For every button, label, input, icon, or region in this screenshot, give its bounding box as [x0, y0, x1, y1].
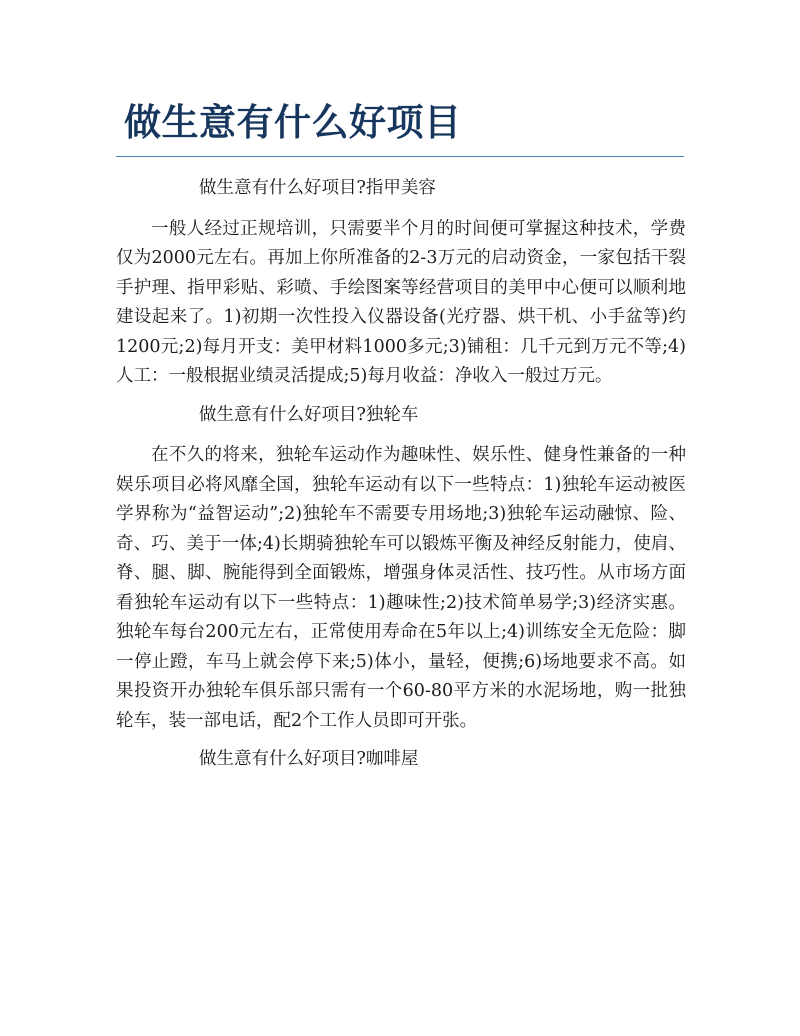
document-title: 做生意有什么好项目 [124, 101, 462, 144]
section-heading-coffee-house: 做生意有什么好项目?咖啡屋 [199, 749, 419, 769]
paragraph-unicycle: 在不久的将来，独轮车运动作为趣味性、娱乐性、健身性兼备的一种娱乐项目必将风靡全国，独轮车运动有以下一些特点：1)独轮车运动被医学界称为“益智运动”;2)独轮车不需要专用场地;3)独轮车运动融惊、险、奇、巧、美于一体;4)长期骑独轮车可以锻炼平衡及神经反射能力，使肩、脊、腿、脚、腕能得到全面锻炼，增强身体灵活性、技巧性。从市场方面看独轮车运动有以下一些特点：1)趣味性;2)技术简单易学;3)经济实惠。独轮车每台200元左右，正常使用寿命在5年以上;4)训练安全无危险：脚一停止蹬，车马上就会停下来;5)体小，量轻，便携;6)场地要求不高。如果投资开办独轮车俱乐部只需有一个60-80平方米的水泥场地，购一批独轮车，装一部电话，配2个工作人员即可开张。 [116, 445, 686, 731]
paragraph-nail-beauty: 一般人经过正规培训，只需要半个月的时间便可掌握这种技术，学费仅为2000元左右。再加上你所准备的2-3万元的启动资金，一家包括干裂手护理、指甲彩贴、彩喷、手绘图案等经营项目的美甲中心便可以顺利地建设起来了。1)初期一次性投入仪器设备(光疗器、烘干机、小手盆等)约1200元;2)每月开支：美甲材料1000多元;3)铺租：几千元到万元不等;4)人工：一般根据业绩灵活提成;5)每月收益：净收入一般过万元。 [116, 218, 686, 386]
section-heading-unicycle: 做生意有什么好项目?独轮车 [199, 404, 419, 425]
document-body [116, 174, 686, 786]
section-heading-nail-beauty: 做生意有什么好项目?指甲美容 [199, 178, 436, 198]
title-divider [116, 156, 684, 157]
